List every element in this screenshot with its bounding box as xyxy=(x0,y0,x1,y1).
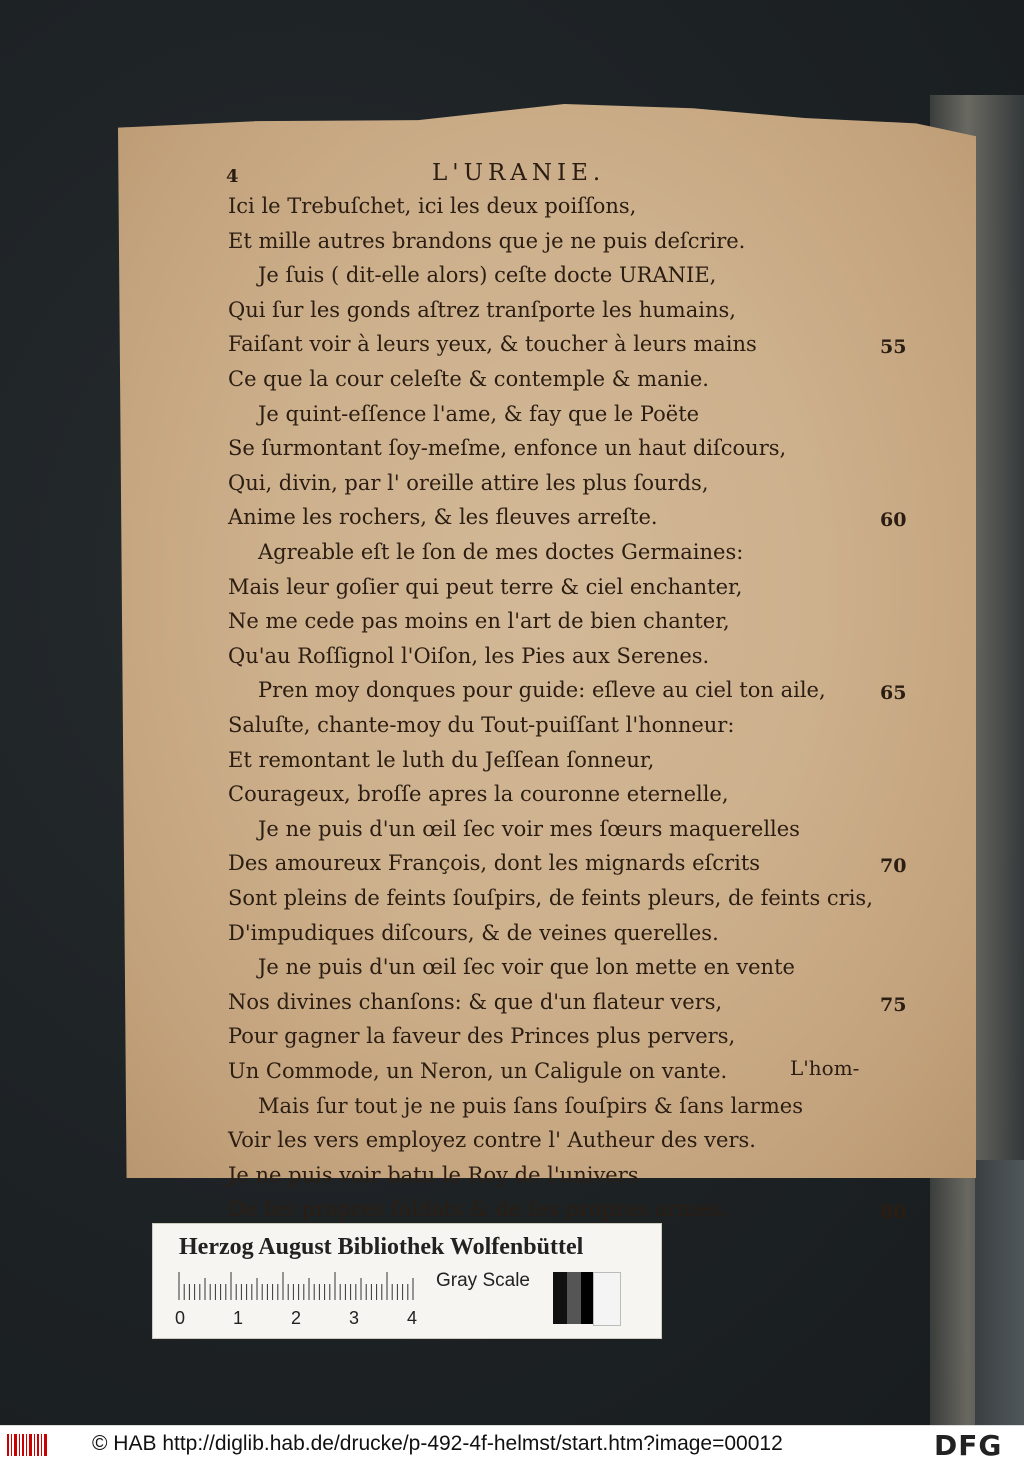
verse-line: Je quint-eſſence l'ame, & fay que le Poëte xyxy=(258,401,700,426)
line-number: 80 xyxy=(880,1201,907,1224)
verse-line: D'impudiques diſcours, & de veines querelles. xyxy=(228,920,719,945)
line-number: 55 xyxy=(880,336,907,359)
verse-line: Pren moy donques pour guide: eſleve au ciel ton aile, xyxy=(258,678,826,703)
ruler-icon xyxy=(173,1270,423,1300)
ruler-number: 1 xyxy=(233,1308,244,1328)
line-number: 75 xyxy=(880,993,907,1016)
verse-line: Mais ſur tout je ne puis ſans ſouſpirs & ſans larmes xyxy=(258,1093,803,1118)
verse-line: Sont pleins de feints ſouſpirs, de feints pleurs, de feints cris, xyxy=(228,886,873,910)
ruler-number: 0 xyxy=(175,1308,186,1328)
footer-citation-link[interactable]: © HAB http://diglib.hab.de/drucke/p-492-4f-helmst/start.htm?image=00012 xyxy=(92,1432,783,1455)
verse-line: Pour gagner la faveur des Princes plus pervers, xyxy=(228,1024,736,1049)
verse-line: Agreable eſt le ſon de mes doctes Germaines: xyxy=(258,540,744,564)
line-number: 65 xyxy=(880,682,907,705)
page-number: 4 xyxy=(226,166,239,187)
dfg-logo: DFG xyxy=(934,1429,1003,1462)
gray-swatch-dark xyxy=(567,1272,581,1324)
verse-line: De ſes propres ſoldats & de ſes propres armes. xyxy=(228,1197,728,1222)
line-number: 60 xyxy=(880,509,907,532)
footer-bar xyxy=(0,1425,1024,1464)
verse-line: Ce que la cour celeſte & contemple & manie. xyxy=(228,367,709,391)
verse-line: Qu'au Roſſignol l'Oiſon, les Pies aux Serenes. xyxy=(228,643,710,668)
verse-line: Je ne puis voir batu le Roy de l'univers xyxy=(228,1162,639,1187)
verse-line: Nos divines chanſons: & que d'un flateur vers, xyxy=(228,989,723,1014)
verse-line: Un Commode, un Neron, un Caligule on vante. xyxy=(228,1059,728,1083)
verse-line: Des amoureux François, dont les mignards eſcrits xyxy=(228,851,761,876)
verse-line: Se ſurmontant ſoy-meſme, enfonce un haut diſcours, xyxy=(228,436,787,461)
verse-line: Et mille autres brandons que je ne puis deſcrire. xyxy=(228,228,746,253)
verse-line: Qui, divin, par l' oreille attire les plus ſourds, xyxy=(228,470,709,495)
gray-swatch-light xyxy=(593,1272,621,1326)
library-label xyxy=(152,1223,662,1339)
verse-line: Je ne puis d'un œil ſec voir que lon mette en vente xyxy=(258,955,795,980)
verse-line: Qui ſur les gonds aſtrez tranſporte les humains, xyxy=(228,297,736,322)
library-name: Herzog August Bibliothek Wolfenbüttel xyxy=(179,1234,584,1260)
verse-line: Saluſte, chante-moy du Tout-puiſſant l'honneur: xyxy=(228,713,735,737)
verse-line: Ici le Trebuſchet, ici les deux poiſſons, xyxy=(228,194,637,218)
verse-line: Ne me cede pas moins en l'art de bien chanter, xyxy=(228,609,730,634)
ruler-number: 2 xyxy=(291,1308,302,1328)
ruler-number: 3 xyxy=(349,1308,360,1328)
gray-swatch-black xyxy=(553,1272,567,1324)
catchword: L'hom- xyxy=(790,1056,860,1080)
verse-line: Je ſuis ( dit-elle alors) ceſte docte URANIE, xyxy=(258,263,717,288)
gray-swatch-darkest xyxy=(581,1272,593,1324)
verse-line: Et remontant le luth du Jeſſean ſonneur, xyxy=(228,747,655,772)
verse-line: Voir les vers employez contre l' Autheur des vers. xyxy=(228,1128,756,1153)
verse-line: Anime les rochers, & les fleuves arreſte. xyxy=(228,505,658,530)
verse-line: Mais leur goſier qui peut terre & ciel enchanter, xyxy=(228,574,743,599)
running-head: L'URANIE. xyxy=(432,160,606,186)
verse-line: Courageux, broſſe apres la couronne eternelle, xyxy=(228,782,729,807)
ruler-number: 4 xyxy=(407,1308,418,1328)
verse-line: Faiſant voir à leurs yeux, & toucher à leurs mains xyxy=(228,332,757,357)
line-number: 70 xyxy=(880,855,907,878)
verse-line: Je ne puis d'un œil ſec voir mes ſœurs maquerelles xyxy=(258,816,800,841)
gray-scale-label: Gray Scale xyxy=(436,1270,530,1291)
hab-barcode-icon xyxy=(6,1432,50,1458)
